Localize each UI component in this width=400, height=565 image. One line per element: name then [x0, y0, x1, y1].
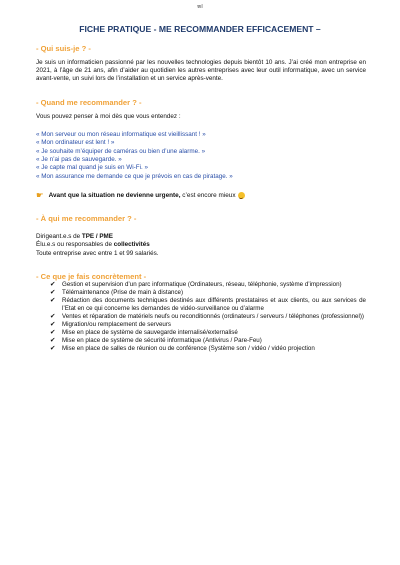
service-text: Mise en place de système de sécurité informatique (Antivirus / Pare-Feu): [62, 336, 262, 344]
service-item: [50, 337, 366, 345]
quote-item: « Mon serveur ou mon réseau informatique est vieillissant ! »: [36, 130, 206, 138]
page-title: FICHE PRATIQUE - ME RECOMMANDER EFFICACEMENT –: [79, 24, 321, 34]
document-body: [36, 44, 366, 353]
section-title-quand: - Quand me recommander ? -: [36, 97, 142, 107]
service-text: Ventes et réparation de matériels neufs ou reconditionnés (ordinateurs / serveurs / téléphones (professionnel)): [62, 312, 364, 320]
service-item: [50, 313, 366, 321]
service-text: Mise en place de système de sauvegarde internalisé/externalisé: [62, 328, 238, 336]
pointing-hand-icon: ☛: [36, 190, 44, 201]
target-line-3: Toute entreprise avec entre 1 et 99 salariés.: [36, 249, 159, 257]
check-icon: ✔: [50, 296, 56, 304]
quote-item: « Je n’ai pas de sauvegarde. »: [36, 156, 122, 164]
urgency-hint: [36, 191, 366, 200]
check-icon: ✔: [50, 288, 56, 296]
quote-list: [36, 131, 366, 181]
check-icon: ✔: [50, 328, 56, 336]
service-item: [50, 297, 366, 313]
hint-bold: Avant que la situation ne devienne urgente,: [48, 192, 181, 200]
service-text: Migration/ou remplacement de serveurs: [62, 320, 172, 328]
check-icon: ✔: [50, 312, 56, 320]
service-text: Télémaintenance (Prise de main à distance): [62, 288, 184, 296]
section-title-ce-que: - Ce que je fais concrètement -: [36, 271, 147, 281]
service-item: [50, 289, 366, 297]
service-item: [50, 321, 366, 329]
quote-item: « Mon ordinateur est lent ! »: [36, 139, 115, 147]
target-tpe-pme: TPE / PME: [81, 233, 113, 241]
target-line-2: [36, 241, 366, 249]
section-title-qui: - Qui suis-je ? -: [36, 44, 91, 53]
check-icon: ✔: [50, 344, 56, 352]
qui-paragraph: Je suis un informaticien passionné par les nouvelles technologies depuis bientôt 10 ans. J’ai créé mon entreprise en 2021, à l’âge de 21 ans, afin d’aider au quotidien les autres entreprises avec leur outil informatique, avec un service avant-vente, un suivi lors de l’installation et un service après-vente.: [36, 59, 366, 83]
quote-item: « Je souhaite m’équiper de caméras ou bien d’une alarme. »: [36, 147, 206, 155]
service-item: [50, 281, 366, 289]
service-text: Rédaction des documents techniques destinés aux différents prestataires et aux clients, ou aux services de l’Etat en ce qui concerne les demandes de vidéo-surveillance ou d’alarme: [62, 296, 366, 312]
check-icon: ✔: [50, 336, 56, 344]
check-icon: ✔: [50, 280, 56, 288]
target-line-2-text: Élu.e.s ou responsables de: [36, 241, 114, 249]
quote-item: « Mon assurance me demande ce que je prévois en cas de piratage. »: [36, 172, 233, 180]
service-item: [50, 329, 366, 337]
quand-intro: Vous pouvez penser à moi dès que vous entendez :: [36, 112, 181, 120]
service-text: Mise en place de salles de réunion ou de conférence (Système son / vidéo / vidéo projection: [62, 344, 315, 352]
service-text: Gestion et supervision d’un parc informatique (Ordinateurs, réseau, téléphonie, système d’impression): [62, 280, 342, 288]
hint-rest: c’est encore mieux: [180, 192, 236, 200]
section-title-a-qui: - À qui me recommander ? -: [36, 214, 137, 224]
target-collectivites: collectivités: [113, 241, 150, 249]
smiley-icon: [238, 192, 245, 199]
header-mark: ɐıl: [197, 4, 203, 10]
services-list: [36, 281, 366, 352]
quote-item: « Je capte mal quand je suis en Wi-Fi. »: [36, 164, 148, 172]
service-item: [50, 345, 366, 353]
target-line-1-text: Dirigeant.e.s de: [36, 233, 82, 241]
check-icon: ✔: [50, 320, 56, 328]
